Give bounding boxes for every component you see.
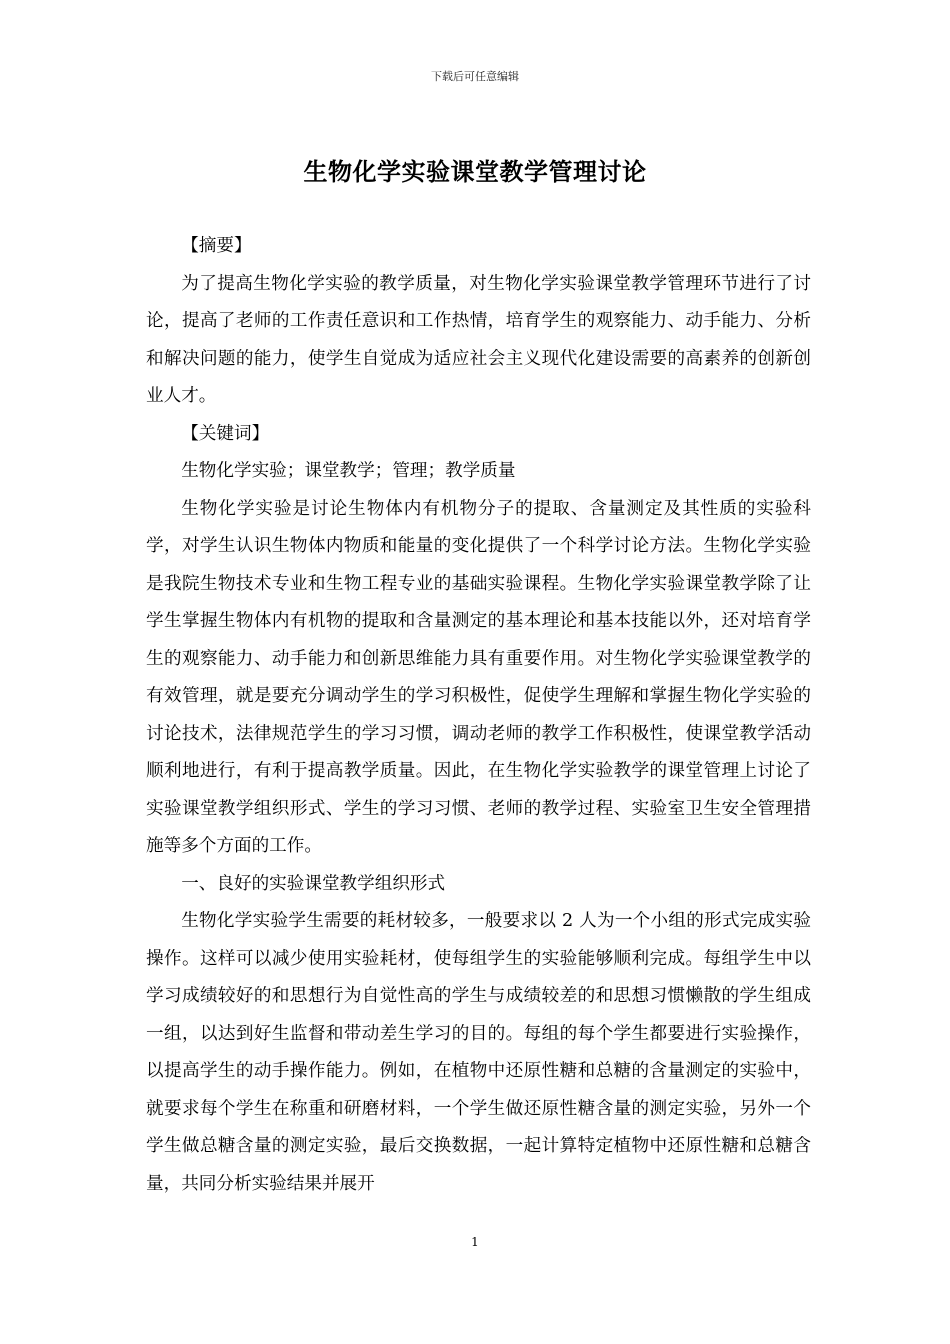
header-note: 下载后可任意编辑 (431, 70, 519, 83)
abstract-heading: 【摘要】 (181, 236, 252, 256)
document-title: 生物化学实验课堂教学管理讨论 (303, 158, 647, 186)
page-number: 1 (471, 1235, 479, 1249)
keywords-paragraph: 生物化学实验；课堂教学；管理；教学质量 (181, 461, 516, 481)
section-heading-1: 一、良好的实验课堂教学组织形式 (181, 873, 446, 894)
abstract-paragraph: 为了提高生物化学实验的教学质量，对生物化学实验课堂教学管理环节进行了讨论，提高了老师的工作责任意识和工作热情，培育学生的观察能力、动手能力、分析和解决问题的能力，使学生自觉成为适应社会主义现代化建设需要的高素养的创新创业人才。 (146, 273, 811, 406)
document-body (146, 228, 811, 1203)
section-1-paragraph: 生物化学实验学生需要的耗材较多，一般要求以 2 人为一个小组的形式完成实验操作。这样可以减少使用实验耗材，使每组学生的实验能够顺利完成。每组学生中以学习成绩较好的和思想行为自觉性高的学生与成绩较差的和思想习惯懒散的学生组成一组，以达到好生监督和带动差生学习的目的。每组的每个学生都要进行实验操作，以提高学生的动手操作能力。例如，在植物中还原性糖和总糖的含量测定的实验中，就要求每个学生在称重和研磨材料，一个学生做还原性糖含量的测定实验，另外一个学生做总糖含量的测定实验，最后交换数据，一起计算特定植物中还原性糖和总糖含量，共同分析实验结果并展开 (146, 911, 811, 1194)
intro-paragraph: 生物化学实验是讨论生物体内有机物分子的提取、含量测定及其性质的实验科学，对学生认识生物体内物质和能量的变化提供了一个科学讨论方法。生物化学实验是我院生物技术专业和生物工程专业的基础实验课程。生物化学实验课堂教学除了让学生掌握生物体内有机物的提取和含量测定的基本理论和基本技能以外，还对培育学生的观察能力、动手能力和创新思维能力具有重要作用。对生物化学实验课堂教学的有效管理，就是要充分调动学生的学习积极性，促使学生理解和掌握生物化学实验的讨论技术，法律规范学生的学习习惯，调动老师的教学工作积极性，使课堂教学活动顺利地进行，有利于提高教学质量。因此，在生物化学实验教学的课堂管理上讨论了实验课堂教学组织形式、学生的学习习惯、老师的教学过程、实验室卫生安全管理措施等多个方面的工作。 (146, 498, 811, 856)
keywords-heading: 【关键词】 (181, 423, 270, 444)
